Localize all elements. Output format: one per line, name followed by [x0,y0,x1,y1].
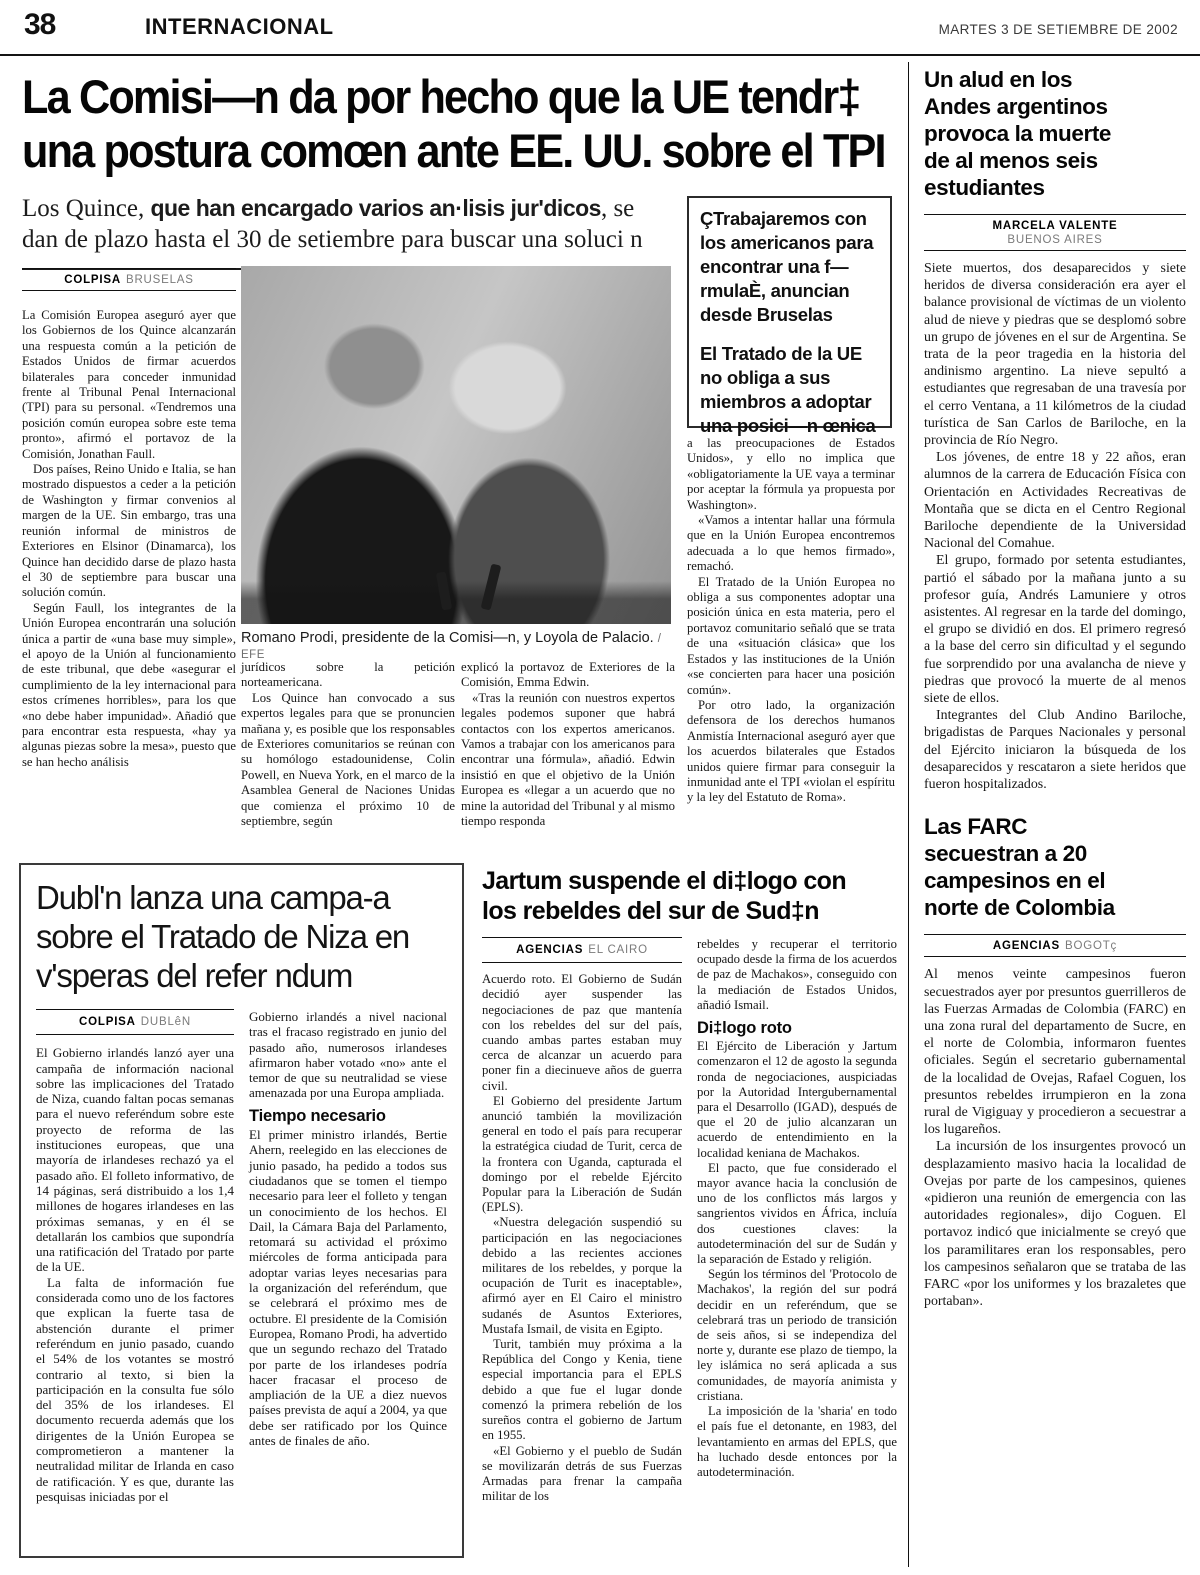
paragraph: Según Faull, los integrantes de la Unión Europea encontrarán una solución única a partir de «una base muy simple», el apoyo de la Unión al funcionamiento de este tribunal, que debe «asegurar el cumplimiento de la ley internacional para estos crímenes horribles», para los que «no debe haber impunidad». Añadió que para encontrar esta respuesta, «hay ya algunas piezas sobre la mesa», puesto que se han hecho análisis [22,600,236,769]
pull-quote-1: ÇTrabajaremos con los americanos para encontrar una f—rmulaÈ, anuncian desde Bruselas [700,208,874,325]
andes-headline [924,66,1186,201]
dublin-column-2 [249,1009,447,1504]
paragraph: Turit, también muy próxima a la República del Congo y Kenia, tiene especial importancia para el EPLS debido a que fue el lugar donde comenzó la primera rebelión de los sureños contra el gobierno de Jartum en 1955. [482,1337,682,1443]
dublin-subhead: Tiempo necesario [249,1106,386,1125]
dublin-article [19,863,464,1558]
masthead [0,0,1200,56]
microphone-shape [436,571,452,610]
farc-body [924,966,1186,1310]
jartum-byline [482,937,682,963]
photo-credit: / EFE [241,633,662,661]
paragraph: La imposición de la 'sharia' en todo el país fue el detonante, en 1983, del levantamiento en armas del EPLS, que ha luchado desde entonces por la autodeterminación. [697,1404,897,1479]
page-number: 38 [24,8,56,41]
headline-line: Un alud en los [924,67,1073,92]
paragraph: «El Gobierno y el pueblo de Sudán se movilizarán detrás de sus Fuerzas Armadas para frenar la campaña militar de los [482,1443,682,1504]
paragraph: Siete muertos, dos desaparecidos y siete heridos de diversa consideración era ayer el balance provisional de víctimas de un violento alud de nieve y piedras que se desplomó sobre un grupo de jóvenes en el sur de Argentina. Se trata de la peor tragedia en la historia del andinismo argentino. La nieve sepultó a estudiantes que regresaban de una travesía por el cerro Ventana, a 11 kilómetros de la ciudad turística de San Carlos de Bariloche, en la provincia de Río Negro. [924,261,1186,449]
byline-place: BRUSELAS [125,274,194,286]
dublin-headline [36,878,447,995]
dublin-columns [36,1009,447,1504]
dublin-column-1 [36,1009,234,1504]
pull-quote-2: El Tratado de la UE no obliga a sus miembros a adoptar una posici—n œnica [700,343,876,436]
paragraph: La Comisión Europea aseguró ayer que los Gobiernos de los Quince alcanzarán una respuesta común a la petición de Estados Unidos de firmar acuerdos bilaterales para conceder inmunidad frente al Tribunal Penal Internacional (TPI) para su personal. «Tendremos una posición común europea sobre este tema pronto», afirmó el portavoz de la Comisión, Jonathan Faull. [22,308,236,461]
paragraph: Gobierno irlandés a nivel nacional tras el fracaso registrado en junio del pasado año, numerosos irlandeses afirmaron haber votado «no» ante el temor de que su neutralidad se viese amenazada por una Europa ampliada. [249,1009,447,1101]
headline-line: estudiantes [924,175,1045,200]
paragraph: Por otro lado, la organización defensora de los derechos humanos Anmistía Internacional aseguró ayer que los acuerdos bilaterales que Estados unidos quiere firmar para conseguir la inmunidad ante el TPI «violan el espíritu y la ley del Estatuto de Roma». [687,697,895,805]
subhead-bold: que han encargado varios an·lisis jur'dicos [150,195,601,221]
byline-agency: COLPISA [64,274,121,286]
paragraph: «Tras la reunión con nuestros expertos legales podemos suponer que habrá contactos con los expertos americanos. Vamos a trabajar con los americanos para encontrar una fórmula», añadió. Edwin insistió en que el objetivo de la Unión Europea es «llegar a un acuerdo que no mine la autoridad del Tribunal y al mismo tiempo responda [461,690,675,829]
paragraph: jurídicos sobre la petición norteamericana. [241,660,455,690]
lead-column-2 [241,660,455,829]
column-divider [908,62,909,1567]
lead-column-3 [461,660,675,829]
lead-column-4 [687,436,895,806]
jartum-article [482,866,900,1504]
byline-place: BOGOTç [1065,940,1118,953]
byline-author: MARCELA VALENTE [992,220,1118,232]
byline-agency: AGENCIAS [516,944,584,956]
caption-text: Romano Prodi, presidente de la Comisi—n, y Loyola de Palacio. [241,630,654,646]
paragraph: El grupo, formado por setenta estudiantes, partió el sábado por la mañana junto a su profesor guía, Andrés Lamuniere y otros asistentes. Al regresar en la tarde del domingo, el grupo se dividió en dos. El primero regresó a la base del cerro sin dificultad y el segundo fue sorprendido por una avalancha de nieve y piedras que provocó la muerte de al menos siete de ellos. [924,553,1186,707]
byline-place: DUBLêN [140,1016,191,1028]
paragraph: El Tratado de la Unión Europea no obliga a sus componentes adoptar una posición única en esta materia, pero el portavoz comunitario señaló que se trata de una «situación clásica» que los Estados y las instituciones de la Unión «se concierten para hacer una posición común». [687,574,895,697]
lead-headline-line2: una postura comœn ante EE. UU. sobre el TPI [22,124,885,177]
jartum-subhead: Di‡logo roto [697,1019,792,1038]
paragraph: Integrantes del Club Andino Bariloche, brigadistas de Parques Nacionales y personal del Ejército iniciaron la búsqueda de los desaparecidos y rescataron a siete heridos que fueron hospitalizados. [924,708,1186,793]
paragraph: Al menos veinte campesinos fueron secuestrados ayer por presuntos guerrilleros de las Fuerzas Armadas de Colombia (FARC) en una zona rural del departamento de Sucre, en el norte de Colombia, informaron fuentes oficiales. Según el secretario gubernamental de la localidad de Ovejas, Rafael Coguen, los presuntos rebeldes irrumpieron en la zona rural de Vigiguay y procedieron a secuestrar a los lugareños. [924,967,1186,1138]
paragraph: Acuerdo roto. El Gobierno de Sudán decidió ayer suspender las negociaciones de paz que mantenía con los rebeldes del sur del país, cuando ambas partes estaban muy cerca de alcanzar un acuerdo para poner fin a diecinueve años de guerra civil. [482,972,682,1093]
lead-column-1 [22,308,236,770]
headline-line: norte de Colombia [924,895,1115,921]
paragraph: a las preocupaciones de Estados Unidos», y ello no implica que «obligatoriamente la UE vaya a terminar por aceptar la fórmula ya propuesta por Washington». [687,436,895,512]
headline-line: provoca la muerte [924,121,1112,146]
paragraph: El primer ministro irlandés, Bertie Ahern, reelegido en las elecciones de junio pasado, ha pedido a todos sus ciudadanos que se tomen el tiempo necesario para leer el folleto y tengan un conocimiento de los hechos. El Dail, la Cámara Baja del Parlamento, retomará su actividad el próximo miércoles de forma anticipada para adoptar varias leyes necesarias para la organización del referéndum, que se celebrará el próximo mes de octubre. El presidente de la Comisión Europea, Romano Prodi, ha advertido que un segundo rechazo del Tratado por parte de los irlandeses podría hacer fracasar el proceso de ampliación de la UE a diez nuevos países prevista de aquí a 2004, ya que debe ser ratificado por los Quince antes de finales de año. [249,1127,447,1449]
photo-caption [241,630,686,662]
paragraph: El Gobierno irlandés lanzó ayer una campaña de información nacional sobre las implicaciones del Tratado de Niza, cuando faltan pocas semanas para el nuevo referéndum sobre este proyecto de reforma de las instituciones europeas, que una mayoría de irlandeses rechazó ya el pasado año. El folleto informativo, de 14 páginas, será distribuido a los 1,4 millones de hogares irlandeses en las próximas semanas, y en él se detallarán los cambios que supondría una ratificación del Tratado por parte de la UE. [36,1045,234,1275]
byline-agency: AGENCIAS [992,940,1060,953]
andes-body [924,260,1186,793]
article-photo [241,266,671,624]
subhead-pre: Los Quince, [22,195,151,222]
paragraph: Según los términos del 'Protocolo de Machakos', la región del sur podrá decidir en un referéndum, que se celebrará tras un periodo de transición de seis años, si se independiza del norte y, durante ese plazo de tiempo, la ley islámica no será aplicada a sus comunidades, de mayoría animista y cristiana. [697,1267,897,1403]
byline-place: BUENOS AIRES [1007,234,1103,246]
right-rail [924,66,1186,1310]
headline-line: Dubl'n lanza una campa-a [36,879,390,916]
pull-quote-box [687,196,892,436]
headline-line: v'speras del refer ndum [36,957,353,994]
byline-agency: COLPISA [79,1016,136,1028]
headline-line: Jartum suspende el di‡logo con [482,867,847,895]
paragraph: Los Quince han convocado a sus expertos legales para que se pronuncien mañana y, es posible que los responsables de Exteriores comunitarios se reúnan con su homólogo estadounidense, Colin Powell, en Nueva York, en el marco de la Asamblea General de Naciones Unidas que comienza el próximo 10 de septiembre, según [241,690,455,829]
paragraph: El Ejército de Liberación y Jartum comenzaron el 12 de agosto la segunda ronda de negociaciones, auspiciadas por la Autoridad Intergubernamental para el Desarrollo (IGAD), después de que el 20 de julio alcanzaran un acuerdo de entendimiento en la localidad keniana de Machakos. [697,1039,897,1160]
subhead-post: , se dan de plazo hasta el 30 de setiembre para buscar una soluci n [22,195,643,253]
jartum-column-1 [482,937,682,1504]
lead-headline-line1: La Comisi—n da por hecho que la UE tendr‡ [22,70,860,123]
jartum-columns [482,937,900,1504]
farc-byline [924,934,1186,957]
paragraph: El Gobierno del presidente Jartum anunció también la movilización general en todo el país para recuperar la estratégica ciudad de Turit, cerca de la frontera con Uganda, capturada el domingo por el rebelde Ejército Popular para la Liberación de Sudán (EPLS). [482,1093,682,1215]
lead-byline [22,268,236,291]
headline-line: los rebeldes del sur de Sud‡n [482,897,819,925]
paragraph: «Vamos a intentar hallar una fórmula que en la Unión Europea encontremos adecuada a lo que hemos firmado», remachó. [687,513,895,574]
headline-line: sobre el Tratado de Niza en [36,918,410,955]
farc-headline [924,813,1186,921]
headline-line: campesinos en el [924,868,1106,894]
headline-line: secuestran a 20 [924,841,1087,867]
headline-line: Andes argentinos [924,94,1108,119]
headline-line: Las FARC [924,814,1028,840]
paragraph: «Nuestra delegación suspendió su participación en las negociaciones debido a las recientes acciones militares de los rebeldes, y porque la ocupación de Turit es inaceptable», afirmó ayer en El Cairo el ministro sudanés de Asuntos Exteriores, Mustafa Ismail, de visita en Egipto. [482,1215,682,1336]
section-title: INTERNACIONAL [145,14,334,39]
paragraph: La falta de información fue considerada como uno de los factores que explican la fuerte tasa de abstención durante el primer referéndum en junio pasado, cuando el 54% de los votantes se mostró contrario al texto, si bien la participación en la consulta fue sólo del 35% de los irlandeses. El documento recuerda además que los dirigentes de la Unión Europea se comprometieron a mantener la neutralidad militar de Irlanda en caso de ratificación. Y es que, durante las pesquisas iniciadas por el [36,1274,234,1504]
paragraph: La incursión de los insurgentes provocó un desplazamiento masivo hacia la localidad de Ovejas por parte de los campesinos, quienes «pidieron una reunión de emergencia con las autoridades regionales», dijo Coguen. El portavoz indicó que inicialmente se creyó que los paramilitares eran los responsables, pero los campesinos señalaron que se trataba de las FARC «por los uniformes y los brazaletes que portaban». [924,1139,1186,1310]
microphone-shape [481,563,502,610]
andes-byline [924,214,1186,251]
paragraph: explicó la portavoz de Exteriores de la Comisión, Emma Edwin. [461,660,675,690]
paragraph: Los jóvenes, de entre 18 y 22 años, eran alumnos de la carrera de Educación Física con Orientación en Actividades Recreativas de Montaña que se dicta en el Centro Regional Bariloche dependiente de la Universidad Nacional del Comahue. [924,450,1186,552]
jartum-headline [482,866,900,926]
lead-subhead [22,193,670,270]
paragraph: El pacto, que fue considerado el mayor avance hacia la conclusión de uno de los conflictos más largos y sangrientos vividos en África, incluía dos cuestiones claves: la autodeterminación del sur de Sudán y la separación de Estado y religión. [697,1160,897,1267]
paragraph: Dos países, Reino Unido e Italia, se han mostrado dispuestos a ceder a la petición de Washington y firmar convenios al margen de la UE. Sin embargo, tras una reunión informal de ministros de Exteriores en Elsinor (Dinamarca), los Quince han decidido darse de plazo hasta el 30 de septiembre para buscar una solución común. [22,462,236,600]
dublin-byline [36,1009,234,1035]
jartum-column-2 [697,937,897,1504]
edition-date: MARTES 3 DE SETIEMBRE DE 2002 [938,22,1178,37]
lead-headline [22,70,896,178]
paragraph: rebeldes y recuperar el territorio ocupado desde la firma de los acuerdos de paz de Machakos», conseguido con la mediación de Estados Unidos, añadió Ismail. [697,937,897,1012]
headline-line: de al menos seis [924,148,1098,173]
byline-place: EL CAIRO [588,944,648,956]
